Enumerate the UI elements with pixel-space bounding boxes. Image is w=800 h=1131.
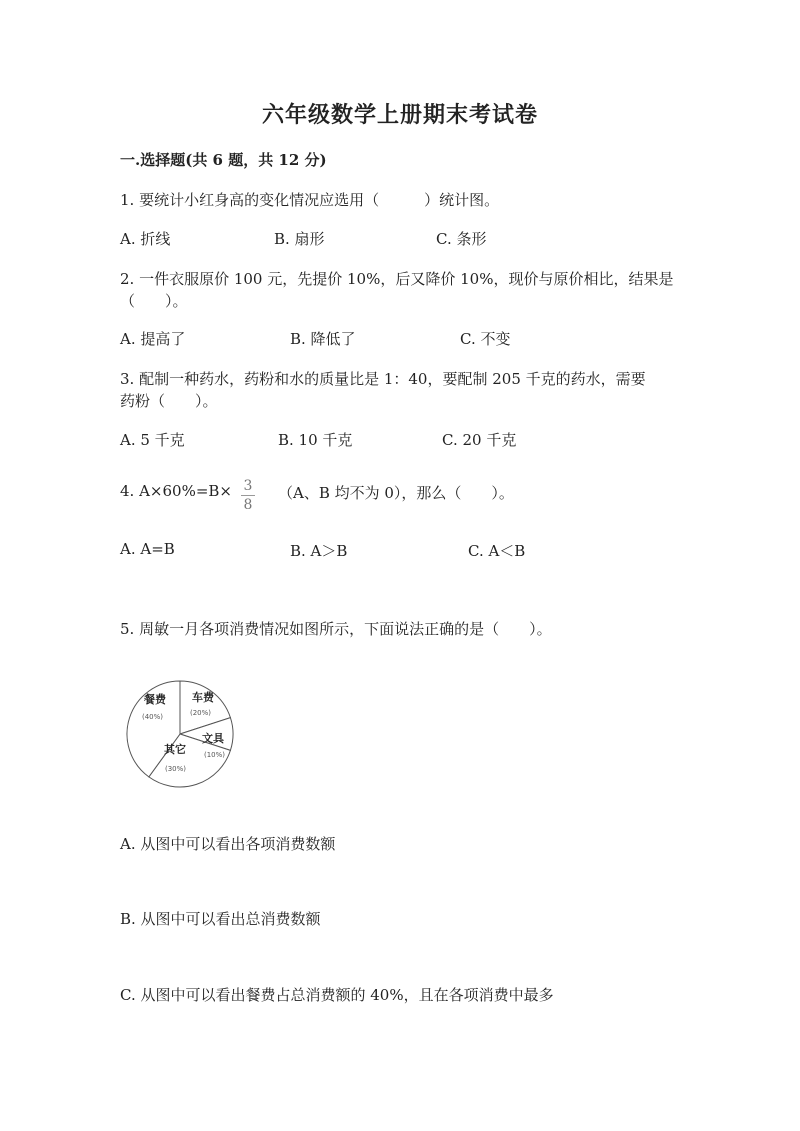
q4-option-b: B. A＞B: [290, 542, 348, 560]
q3-option-a: A. 5 千克: [120, 431, 185, 449]
q3-option-c: C. 20 千克: [442, 431, 517, 449]
page-title: 六年级数学上册期末考试卷: [261, 102, 538, 128]
q4-stem-part1: 4. A×60%=B×: [120, 482, 232, 500]
pie-pct-canFei: (40%): [142, 713, 164, 721]
pie-label-wenJu: 文具: [202, 732, 224, 745]
fraction-numerator: 3: [243, 478, 253, 494]
q2-stem-line2: （ ）。: [120, 292, 188, 310]
q5-stem: 5. 周敏一月各项消费情况如图所示，下面说法正确的是（ ）。: [120, 620, 552, 638]
q3-stem-line1: 3. 配制一种药水，药粉和水的质量比是 1：40，要配制 205 千克的药水，需要: [120, 370, 646, 388]
pie-label-cheFei: 车费: [192, 691, 214, 704]
pie-svg: [120, 680, 244, 792]
q4-stem-part2: （A、B 均不为 0），那么（ ）。: [278, 484, 514, 502]
fraction-denominator: 8: [243, 497, 253, 513]
section-heading: 一.选择题(共 6 题，共 12 分): [120, 151, 327, 169]
q1-stem: 1. 要统计小红身高的变化情况应选用（ ）统计图。: [120, 191, 500, 209]
q3-option-b: B. 10 千克: [278, 431, 353, 449]
q5-option-a: A. 从图中可以看出各项消费数额: [120, 835, 336, 853]
q4-fraction: [241, 478, 255, 513]
pie-pct-qiTa: (30%): [165, 765, 187, 773]
pie-pct-wenJu: (10%): [204, 751, 226, 759]
pie-label-canFei: 餐费: [144, 693, 166, 706]
pie-pct-cheFei: (20%): [190, 709, 212, 717]
q1-option-a: A. 折线: [120, 230, 171, 248]
fraction-bar: [241, 495, 255, 496]
q5-option-c: C. 从图中可以看出餐费占总消费额的 40%，且在各项消费中最多: [120, 986, 554, 1004]
q2-option-a: A. 提高了: [120, 330, 186, 348]
q2-option-c: C. 不变: [460, 330, 511, 348]
q5-option-b: B. 从图中可以看出总消费数额: [120, 910, 321, 928]
q2-stem-line1: 2. 一件衣服原价 100 元，先提价 10%，后又降价 10%，现价与原价相比，结果是: [120, 270, 674, 288]
pie-label-qiTa: 其它: [164, 743, 186, 756]
q1-option-b: B. 扇形: [274, 230, 325, 248]
q2-option-b: B. 降低了: [290, 330, 356, 348]
q1-option-c: C. 条形: [436, 230, 487, 248]
q3-stem-line2: 药粉（ ）。: [120, 392, 218, 410]
q4-option-c: C. A＜B: [468, 542, 526, 560]
q4-option-a: A. A=B: [120, 540, 175, 558]
consumption-pie-chart: [120, 680, 244, 792]
